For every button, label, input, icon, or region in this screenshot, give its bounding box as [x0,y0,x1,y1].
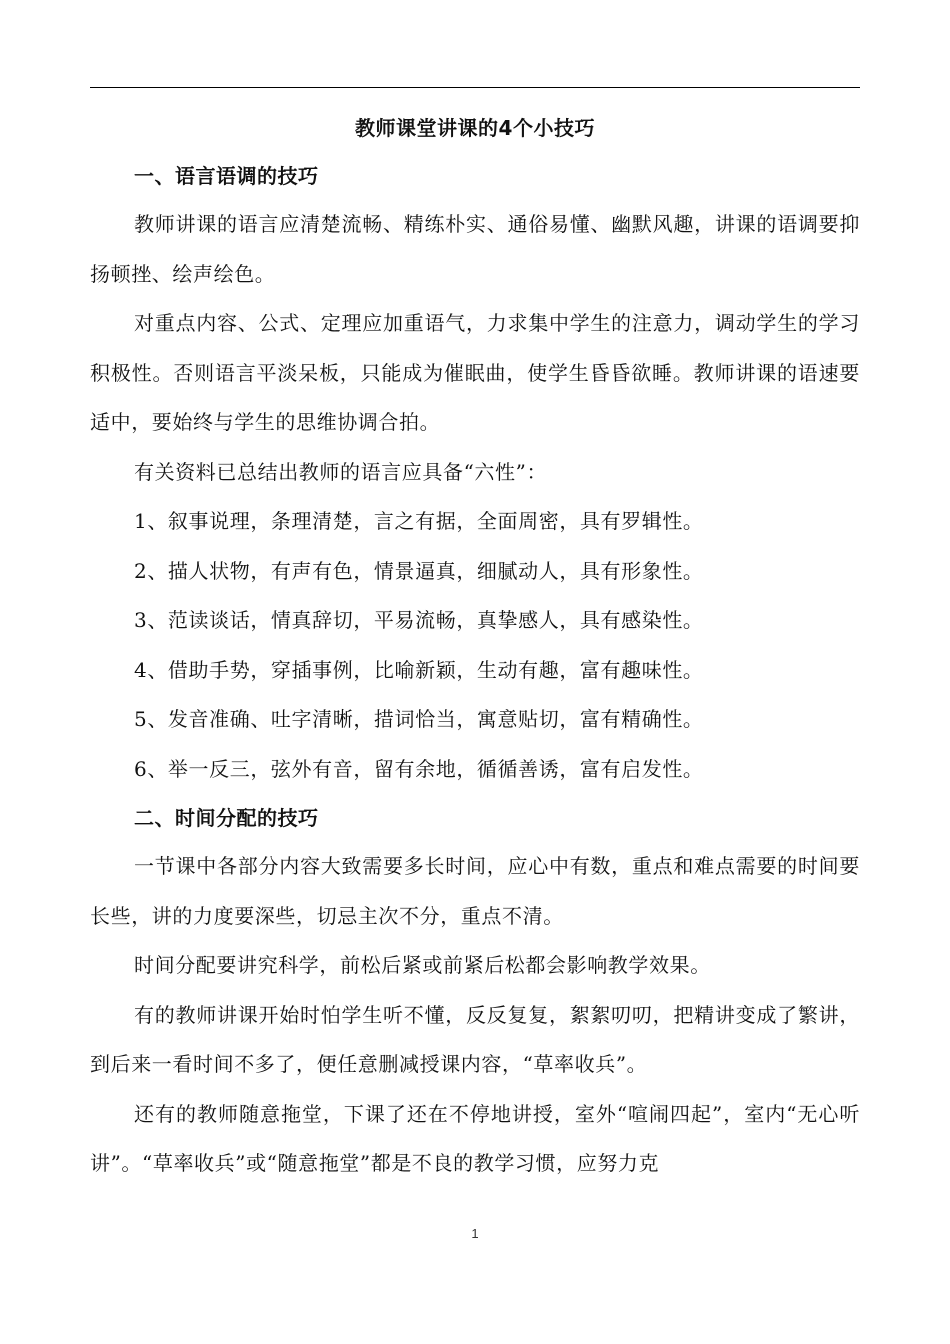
paragraph: 一节课中各部分内容大致需要多长时间，应心中有数，重点和难点需要的时间要长些，讲的力度要深些，切忌主次不分，重点不清。 [90,854,860,928]
list-item: 3、范读谈话，情真辞切，平易流畅，真挚感人，具有感染性。 [134,608,704,632]
document-title: 教师课堂讲课的4个小技巧 [355,116,595,140]
section-heading-time: 二、时间分配的技巧 [134,806,319,830]
paragraph: 还有的教师随意拖堂，下课了还在不停地讲授，室外“喧闹四起”，室内“无心听讲”。“草率收兵”或“随意拖堂”都是不良的教学习惯，应努力克 [90,1101,860,1175]
paragraph: 有的教师讲课开始时怕学生听不懂，反反复复，絮絮叨叨，把精讲变成了繁讲，到后来一看时间不多了，便任意删减授课内容，“草率收兵”。 [90,1002,860,1076]
header-rule [90,87,860,88]
page-number: 1 [471,1226,479,1241]
section-heading-language: 一、语言语调的技巧 [134,164,319,188]
list-item: 6、举一反三，弦外有音，留有余地，循循善诱，富有启发性。 [134,756,704,781]
list-item: 5、发音准确、吐字清晰，措词恰当，寓意贴切，富有精确性。 [134,707,704,731]
paragraph: 教师讲课的语言应清楚流畅、精练朴实、通俗易懂、幽默风趣，讲课的语调要抑扬顿挫、绘声绘色。 [90,212,860,286]
list-item: 4、借助手势，穿插事例，比喻新颖，生动有趣，富有趣味性。 [134,657,704,682]
paragraph: 有关资料已总结出教师的语言应具备“六性”： [134,459,548,484]
paragraph: 对重点内容、公式、定理应加重语气，力求集中学生的注意力，调动学生的学习积极性。否则语言平淡呆板，只能成为催眠曲，使学生昏昏欲睡。教师讲课的语速要适中，要始终与学生的思维协调合拍。 [90,311,860,434]
paragraph: 时间分配要讲究科学，前松后紧或前紧后松都会影响教学效果。 [134,953,711,977]
document-body [90,104,860,1189]
list-item: 2、描人状物，有声有色，情景逼真，细腻动人，具有形象性。 [134,558,704,583]
list-item: 1、叙事说理，条理清楚，言之有据，全面周密，具有罗辑性。 [134,509,704,533]
